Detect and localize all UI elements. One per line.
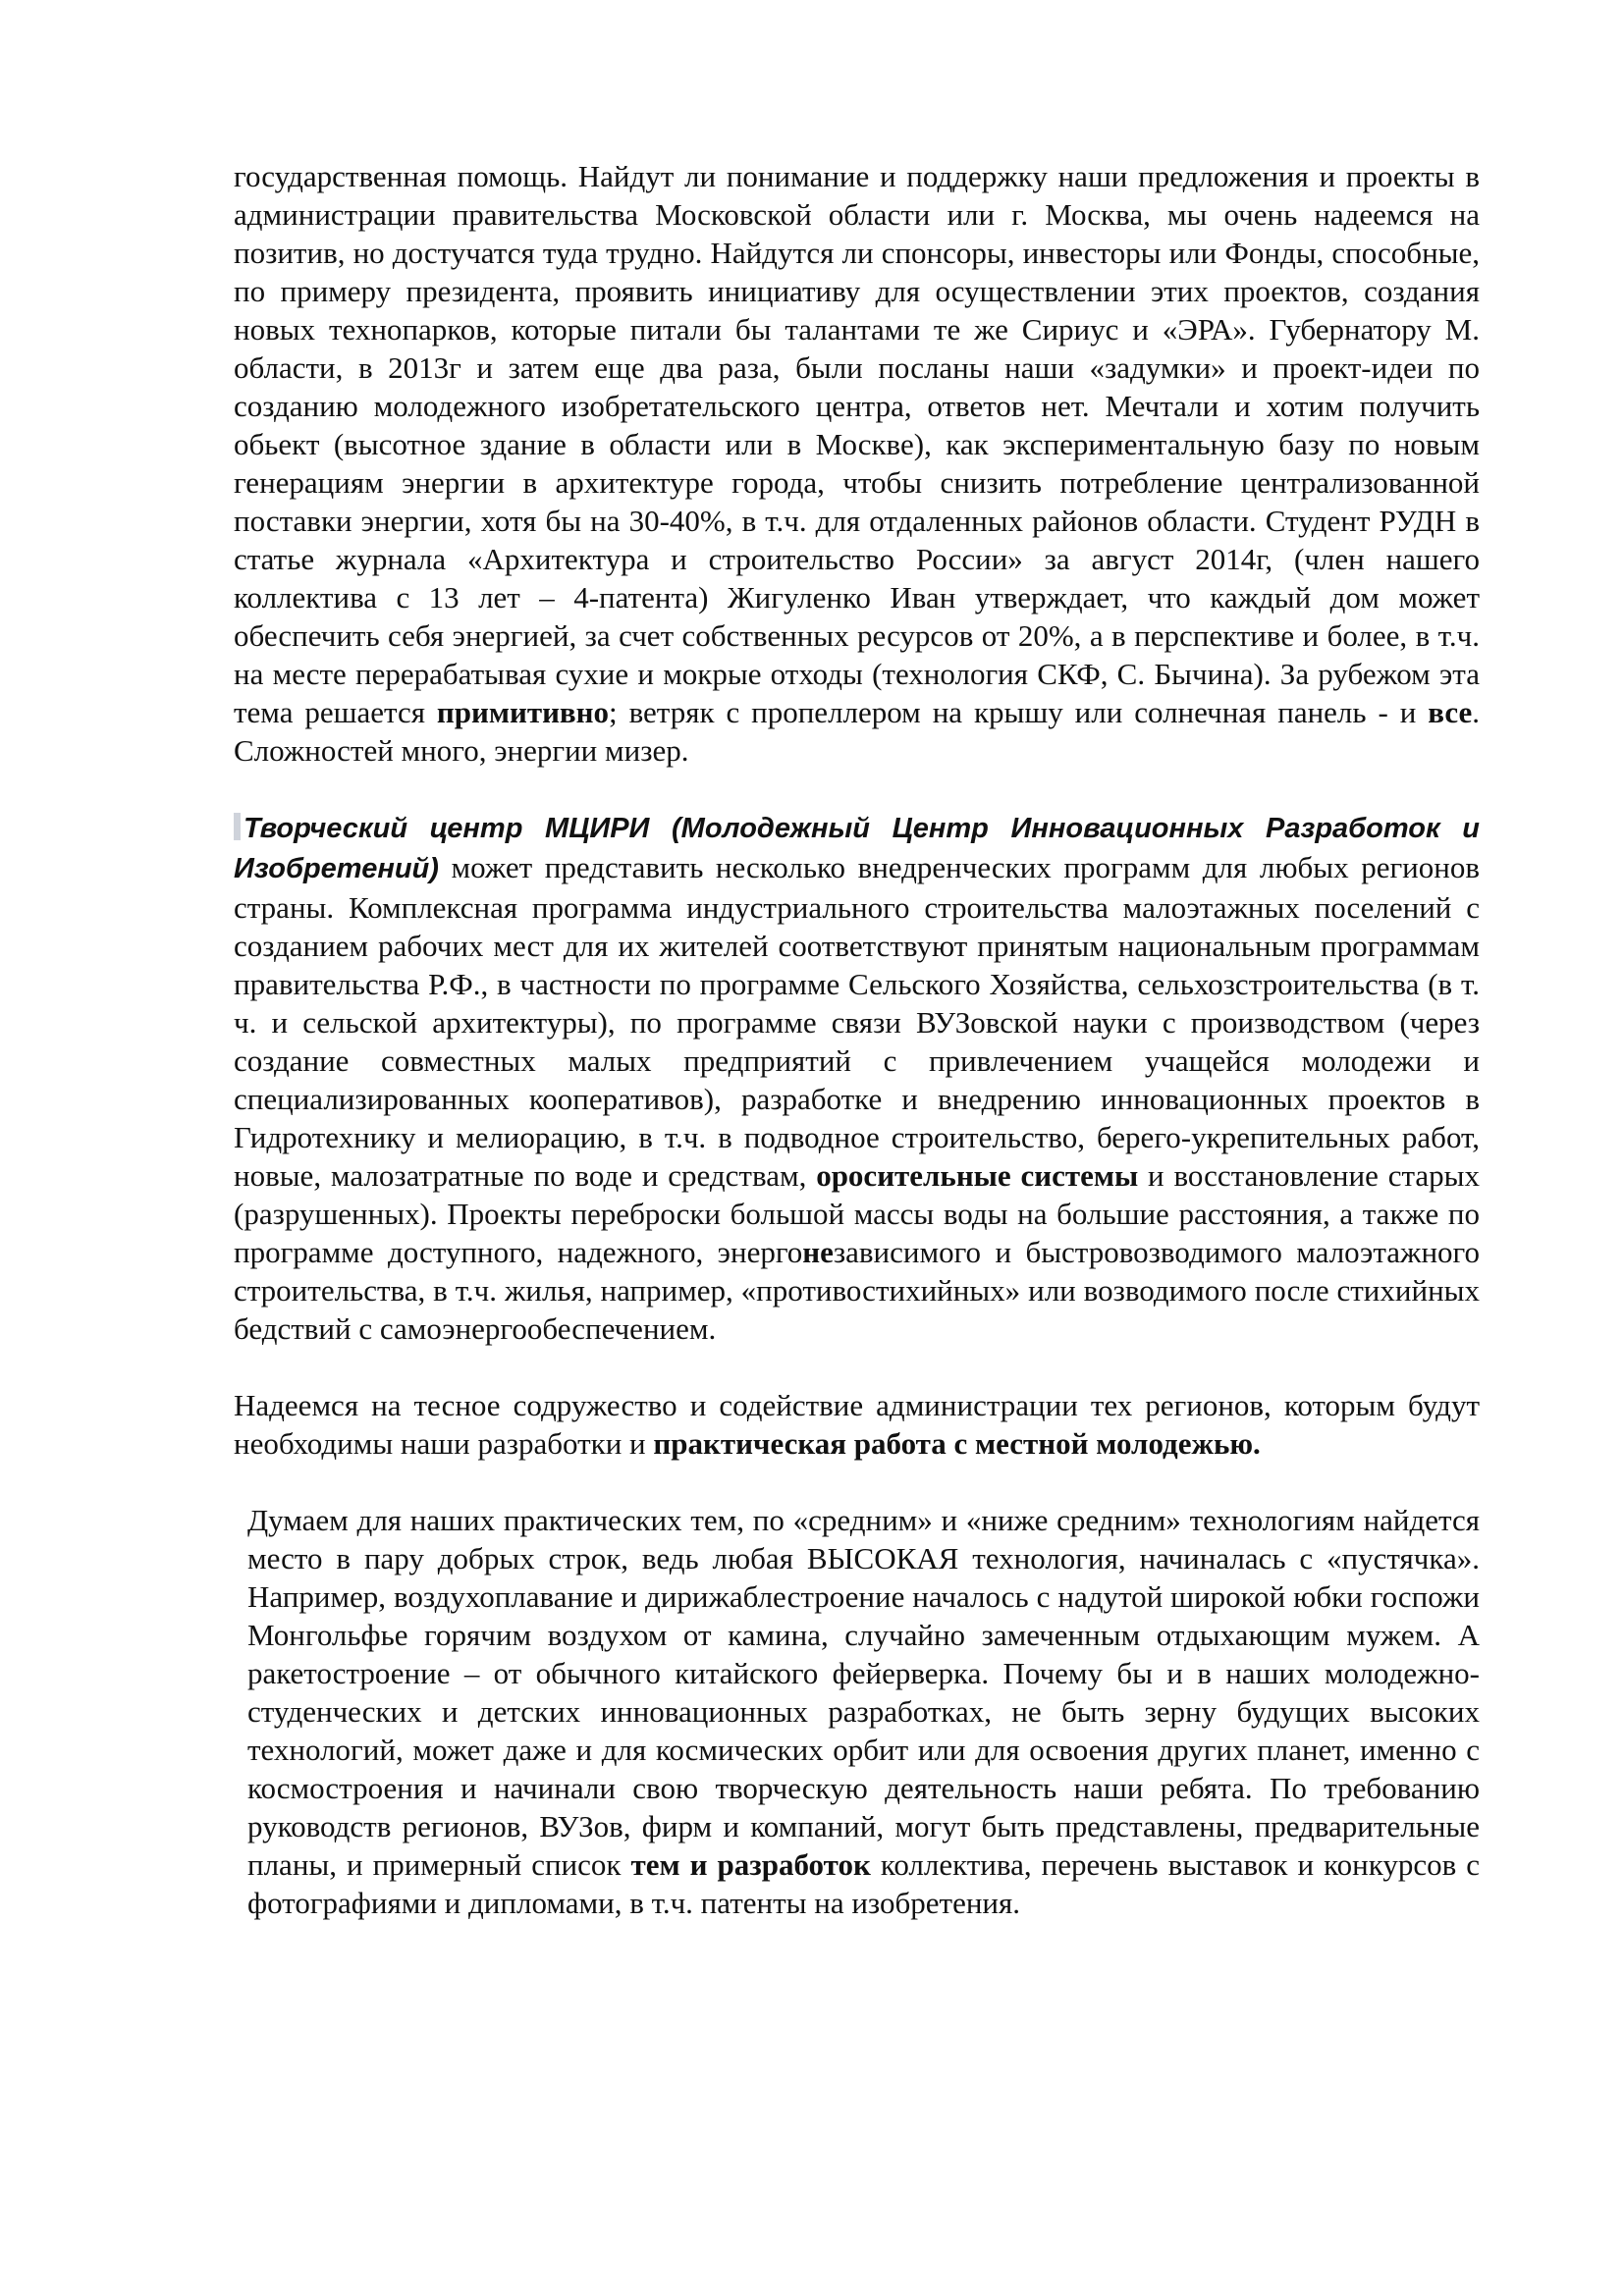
bold-phrase: не [802, 1235, 834, 1269]
paragraph-text: государственная помощь. Найдут ли понимание и поддержку наши предложения и проекты в администрации правительства Московской области или г. Москва, мы очень надеемся на позитив, но достучатся туда трудно. Найдутся ли спонсоры, инвесторы или Фонды, способные, по примеру президента, проявить инициативу для осуществлении этих проектов, создания новых технопарков, которые питали бы талантами те же Сириус и «ЭРА». Губернатору М. области, в 2013г и затем еще два раза, были посланы наши «задумки» и проект-идеи по созданию молодежного изобретательского центра, ответов нет. Мечтали и хотим получить обьект (высотное здание в области или в Москве), как экспериментальную базу по новым генерациям энергии в архитектуре города, чтобы снизить потребление централизованной поставки энергии, хотя бы на 30-40%, в т.ч. для отдаленных районов области. Студент РУДН в статье журнала «Архитектура и строительство России» за август 2014г, (член нашего коллектива с 13 лет – 4-патента) Жигуленко Иван утверждает, что каждый дом может обеспечить себя энергией, за счет собственных ресурсов от 20%, а в перспективе и более, в т.ч. на месте перерабатывая сухие и мокрые отходы (технология СКФ, С. Бычина). За рубежом эта тема решается [234, 159, 1480, 729]
paragraph-text: и восстановление старых (разрушенных). Проекты переброски большой массы воды на большие расстояния, а также по программе доступного, надежного, энерго [234, 1158, 1480, 1269]
center-name-heading: Творческий центр МЦИРИ (Молодежный Центр Инновационных Разработок и Изобретений) [234, 813, 1480, 884]
paragraph-text: зависимого и быстровозводимого малоэтажного строительства, в т.ч. жилья, например, «противостихийных» или возводимого после стихийных бедствий с самоэнергообеспечением. [234, 1235, 1480, 1346]
paragraph-text: может представить несколько внедренческих программ для любых регионов страны. Комплексная программа индустриального строительства малоэтажных поселений с созданием рабочих мест для их жителей соответствуют принятым национальным программам правительства Р.Ф., в частности по программе Сельского Хозяйства, сельхозстроительства (в т. ч. и сельской архитектуры), по программе связи ВУЗовской науки с производством (через создание совместных малых предприятий с привлечением учащейся молодежи и специализированных кооперативов), разработке и внедрению инновационных проектов в Гидротехнику и мелиорацию, в т.ч. в подводное строительство, берего-укрепительных работ, новые, малозатратные по воде и средствам, [234, 850, 1480, 1193]
paragraph-state-assistance [234, 157, 1480, 770]
paragraph-text: Думаем для наших практических тем, по «средним» и «ниже средним» технологиям найдется место в пару добрых строк, ведь любая ВЫСОКАЯ технология, начиналась с «пустячка». Например, воздухоплавание и дирижаблестроение началось с надутой широкой юбки госпожи Монгольфье горячим воздухом от камина, случайно замеченным отдыхающим мужем. А ракетостроение – от обычного китайского фейерверка. Почему бы и в наших молодежно-студенческих и детских инновационных разработках, не быть зерну будущих высоких технологий, может даже и для космических орбит или для освоения других планет, именно с космостроения и начинали свою творческую деятельность наши ребята. По требованию руководств регионов, ВУЗов, фирм и компаний, могут быть представлены, предварительные планы, и примерный список [247, 1503, 1480, 1882]
bold-phrase: тем и разработок [630, 1847, 871, 1882]
bold-phrase: примитивно [436, 695, 610, 729]
bold-phrase: оросительные системы [816, 1158, 1139, 1193]
paragraph-text: Надеемся на тесное содружество и содействие администрации тех регионов, которым будут необходимы наши разработки и [234, 1388, 1480, 1461]
document-body [234, 157, 1480, 1922]
comment-marker-icon [234, 813, 241, 840]
paragraph-text: коллектива, перечень выставок и конкурсов с фотографиями и дипломами, в т.ч. патенты на изобретения. [247, 1847, 1481, 1920]
paragraph-text: ; ветряк с пропеллером на крышу или солнечная панель - и [609, 695, 1429, 729]
bold-phrase: практическая работа с местной молодежью. [653, 1426, 1261, 1461]
paragraph-technologies [234, 1501, 1480, 1922]
paragraph-creative-center [234, 808, 1480, 1348]
paragraph-cooperation [234, 1386, 1480, 1463]
bold-phrase: все [1428, 695, 1473, 729]
paragraph-text: . Сложностей много, энергии мизер. [234, 695, 1480, 768]
